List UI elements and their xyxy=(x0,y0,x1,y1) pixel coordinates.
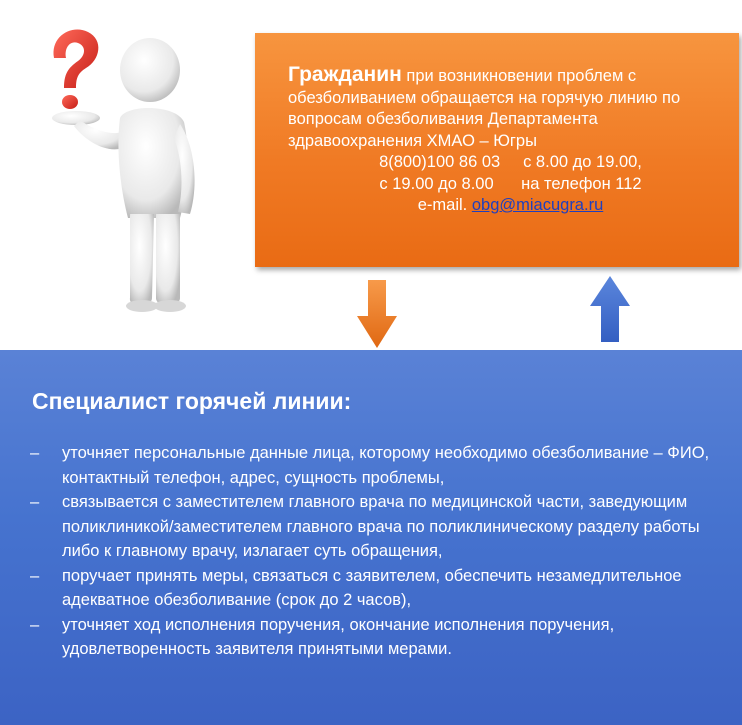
hotline-email-line xyxy=(288,195,733,217)
list-item xyxy=(30,441,735,490)
email-link[interactable]: obg@miacugra.ru xyxy=(471,196,604,214)
hotline-night: с 19.00 до 8.00 на телефон 112 xyxy=(379,174,642,193)
hotline-info-text xyxy=(288,64,733,217)
list-item-text: связывается с заместителем главного врача по медицинской части, заведующим поликлиникой/заместителем главного врача по поликлиническому разделу работы либо к главному врачу, излагает суть обращения, xyxy=(62,493,700,560)
dash-bullet: – xyxy=(30,566,40,585)
specialist-task-list xyxy=(30,441,735,662)
list-item xyxy=(30,613,735,662)
dash-bullet: – xyxy=(30,444,40,462)
list-item xyxy=(30,490,735,564)
email-label: e-mail. xyxy=(417,196,472,214)
list-item-text: поручает принять меры, связаться с заявителем, обеспечить незамедлительное адекватное обезболивание (срок до 2 часов), xyxy=(62,566,682,609)
dash-bullet: – xyxy=(30,615,40,634)
list-item xyxy=(30,564,735,613)
specialist-panel xyxy=(0,350,742,725)
person-question-illustration xyxy=(30,18,200,318)
hotline-phone: 8(800)100 86 03 с 8.00 до 19.00, xyxy=(379,153,642,171)
specialist-title: Специалист горячей линии: xyxy=(32,388,352,414)
hotline-description: при возникновении проблем с обезболиванием обращается на горячую линию по вопросам обезболивания Департамента здравоохранения ХМАО – Югры xyxy=(288,67,681,150)
hotline-info-box xyxy=(255,33,739,267)
arrow-down-icon xyxy=(357,280,397,348)
list-item-text: уточняет персональные данные лица, которому необходимо обезболивание – ФИО, контактный телефон, адрес, сущность проблемы, xyxy=(62,444,710,487)
arrow-up-icon xyxy=(590,276,630,342)
list-item-text: уточняет ход исполнения поручения, окончание исполнения поручения, удовлетворенность заявителя принятыми мерами. xyxy=(62,615,615,658)
question-mark-icon xyxy=(54,30,99,109)
citizen-lead: Гражданин xyxy=(288,63,402,86)
dash-bullet: – xyxy=(30,493,40,511)
